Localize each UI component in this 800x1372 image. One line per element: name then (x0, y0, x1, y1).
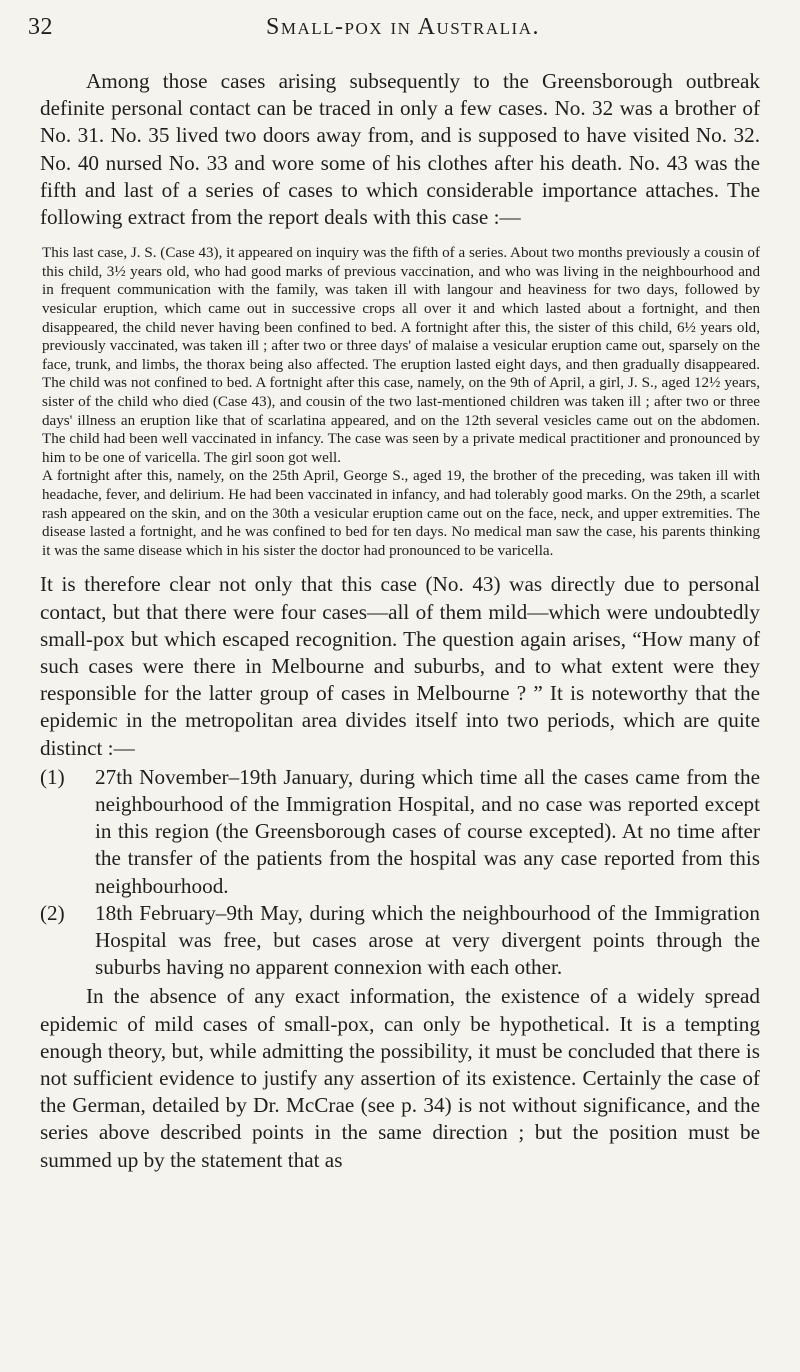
period-label: (2) (40, 900, 65, 925)
main-content (40, 68, 760, 1174)
page-header (28, 14, 778, 50)
closing-paragraph: In the absence of any exact information, the existence of a widely spread epidemic of mild cases of small-pox, can only be hypothetical. It is a tempting enough theory, but, while admitting the possibility, it must be concluded that there is not sufficient evidence to justify any assertion of its existence. Certainly the case of the German, detailed by Dr. McCrae (see p. 34) is not without significance, and the series above described points in the same direction ; but the position must be summed up by the statement that as (40, 984, 760, 1172)
extract-paragraph-2: A fortnight after this, namely, on the 25th April, George S., aged 19, the brother of the preceding, was taken ill with headache, fever, and delirium. He had been vaccinated in infancy, and had tolerably good marks. On the 29th, a scarlet rash appeared on the skin, and on the 30th a vesicular eruption came out on the face, neck, and upper extremities. The disease lasted a fortnight, and he was confined to bed for ten days. No medical man saw the case, his parents thinking it was the same disease which in his sister the doctor had pronounced to be varicella. (42, 468, 760, 559)
period-text: 18th February–9th May, during which the neighbourhood of the Immigration Hospital was free, but cases arose at very divergent points through the suburbs having no apparent connexion with each other. (95, 900, 760, 980)
conclusion-paragraph: It is therefore clear not only that this case (No. 43) was directly due to personal contact, but that there were four cases—all of them mild—which were undoubtedly small-pox but which escaped recognition. The question again arises, “How many of such cases were there in Melbourne and suburbs, and to what extent were they responsible for the latter group of cases in Melbourne ? ” It is noteworthy that the epidemic in the metropolitan area divides itself into two periods, which are quite distinct :— (40, 572, 760, 760)
period-label: (1) (40, 764, 65, 789)
report-extract (42, 244, 760, 560)
page-number: 32 (28, 14, 53, 40)
period-text: 27th November–19th January, during which time all the cases came from the neighbourhood of the Immigration Hospital, and no case was reported except in this region (the Greensborough cases of course excepted). At no time after the transfer of the patients from the hospital was any case reported from this neighbourhood. (95, 764, 760, 898)
intro-paragraph: Among those cases arising subsequently to the Greensborough outbreak definite personal contact can be traced in only a few cases. No. 32 was a brother of No. 31. No. 35 lived two doors away from, and is supposed to have visited No. 32. No. 40 nursed No. 33 and wore some of his clothes after his death. No. 43 was the fifth and last of a series of cases to which considerable importance attaches. The following extract from the report deals with this case :— (40, 69, 760, 230)
period-list (40, 764, 760, 982)
running-title: Small-pox in Australia. (265, 14, 540, 40)
period-item (40, 900, 760, 982)
extract-paragraph-1: This last case, J. S. (Case 43), it appeared on inquiry was the fifth of a series. About two months previously a cousin of this child, 3½ years old, who had good marks of previous vaccination, and who was living in the neighbourhood and in frequent communication with the family, was taken ill with langour and heaviness for two days, followed by vesicular eruption, which came out in successive crops all over it and which lasted about a fortnight, and then disappeared, the child never having been confined to bed. A fortnight after this, the sister of this child, 6½ years old, previously vaccinated, was taken ill ; after two or three days' of malaise a vesicular eruption came out, sparsely on the face, trunk, and limbs, the thorax being also affected. The eruption lasted eight days, and then gradually disappeared. The child was not confined to bed. A fortnight after this case, namely, on the 9th of April, a girl, J. S., aged 12½ years, sister of the child who died (Case 43), and cousin of the two last-mentioned children was taken ill ; after two or three days' illness an eruption like that of scarlatina appeared, and on the 12th several vesicles came out on the abdomen. The child had been well vaccinated in infancy. The case was seen by a private medical practitioner and pronounced by him to be one of varicella. The girl soon got well. (42, 245, 760, 466)
period-item (40, 764, 760, 900)
